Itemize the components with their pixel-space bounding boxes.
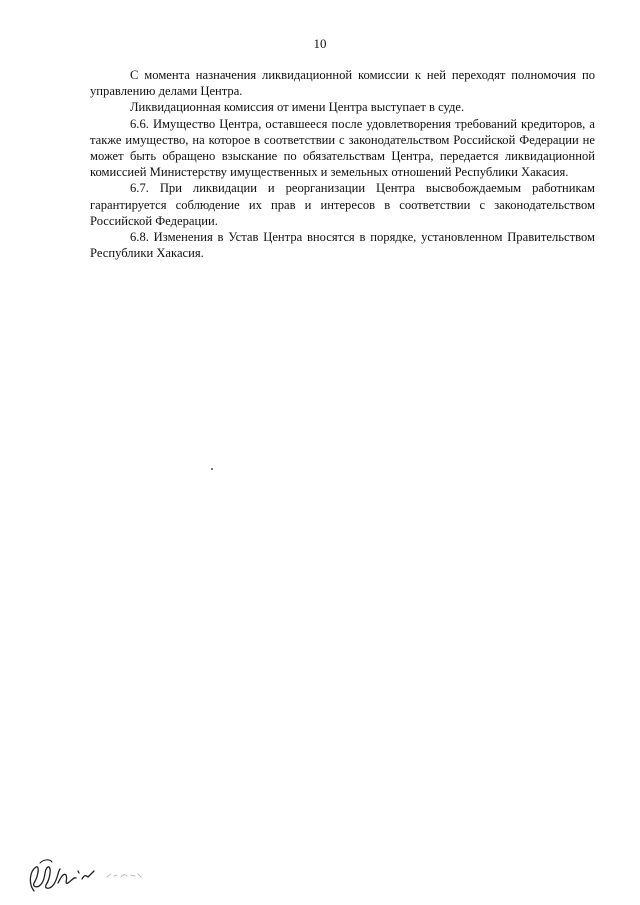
scan-artifact-dot [211, 468, 213, 470]
handwritten-signature [24, 853, 104, 899]
paragraph-6-6-property: 6.6. Имущество Центра, оставшееся после удовлетворения требований кредиторов, а также имущество, на которое в соответствии с законодательством Российской Федерации не может быть обращено взыскание по обязательствам Центра, передается ликвидационной комиссией Министерству имущественных и земельных отношений Республики Хакасия. [90, 116, 595, 180]
paragraph-commission-in-court: Ликвидационная комиссия от имени Центра выступает в суде. [130, 100, 465, 115]
paragraph-6-7-employees: 6.7. При ликвидации и реорганизации Центра высвобождаемым работникам гарантируется соблюдение их прав и интересов в соответствии с законодательством Российской Федерации. [90, 181, 595, 228]
paragraph-liquidation-commission-powers: С момента назначения ликвидационной комиссии к ней переходят полномочия по управлению делами Центра. [90, 68, 595, 99]
faint-stamp-mark [105, 870, 143, 880]
document-body [90, 67, 595, 261]
paragraph-6-8-charter-changes: 6.8. Изменения в Устав Центра вносятся в порядке, установленном Правительством Республики Хакасия. [90, 230, 595, 261]
page-number: 10 [313, 36, 327, 51]
